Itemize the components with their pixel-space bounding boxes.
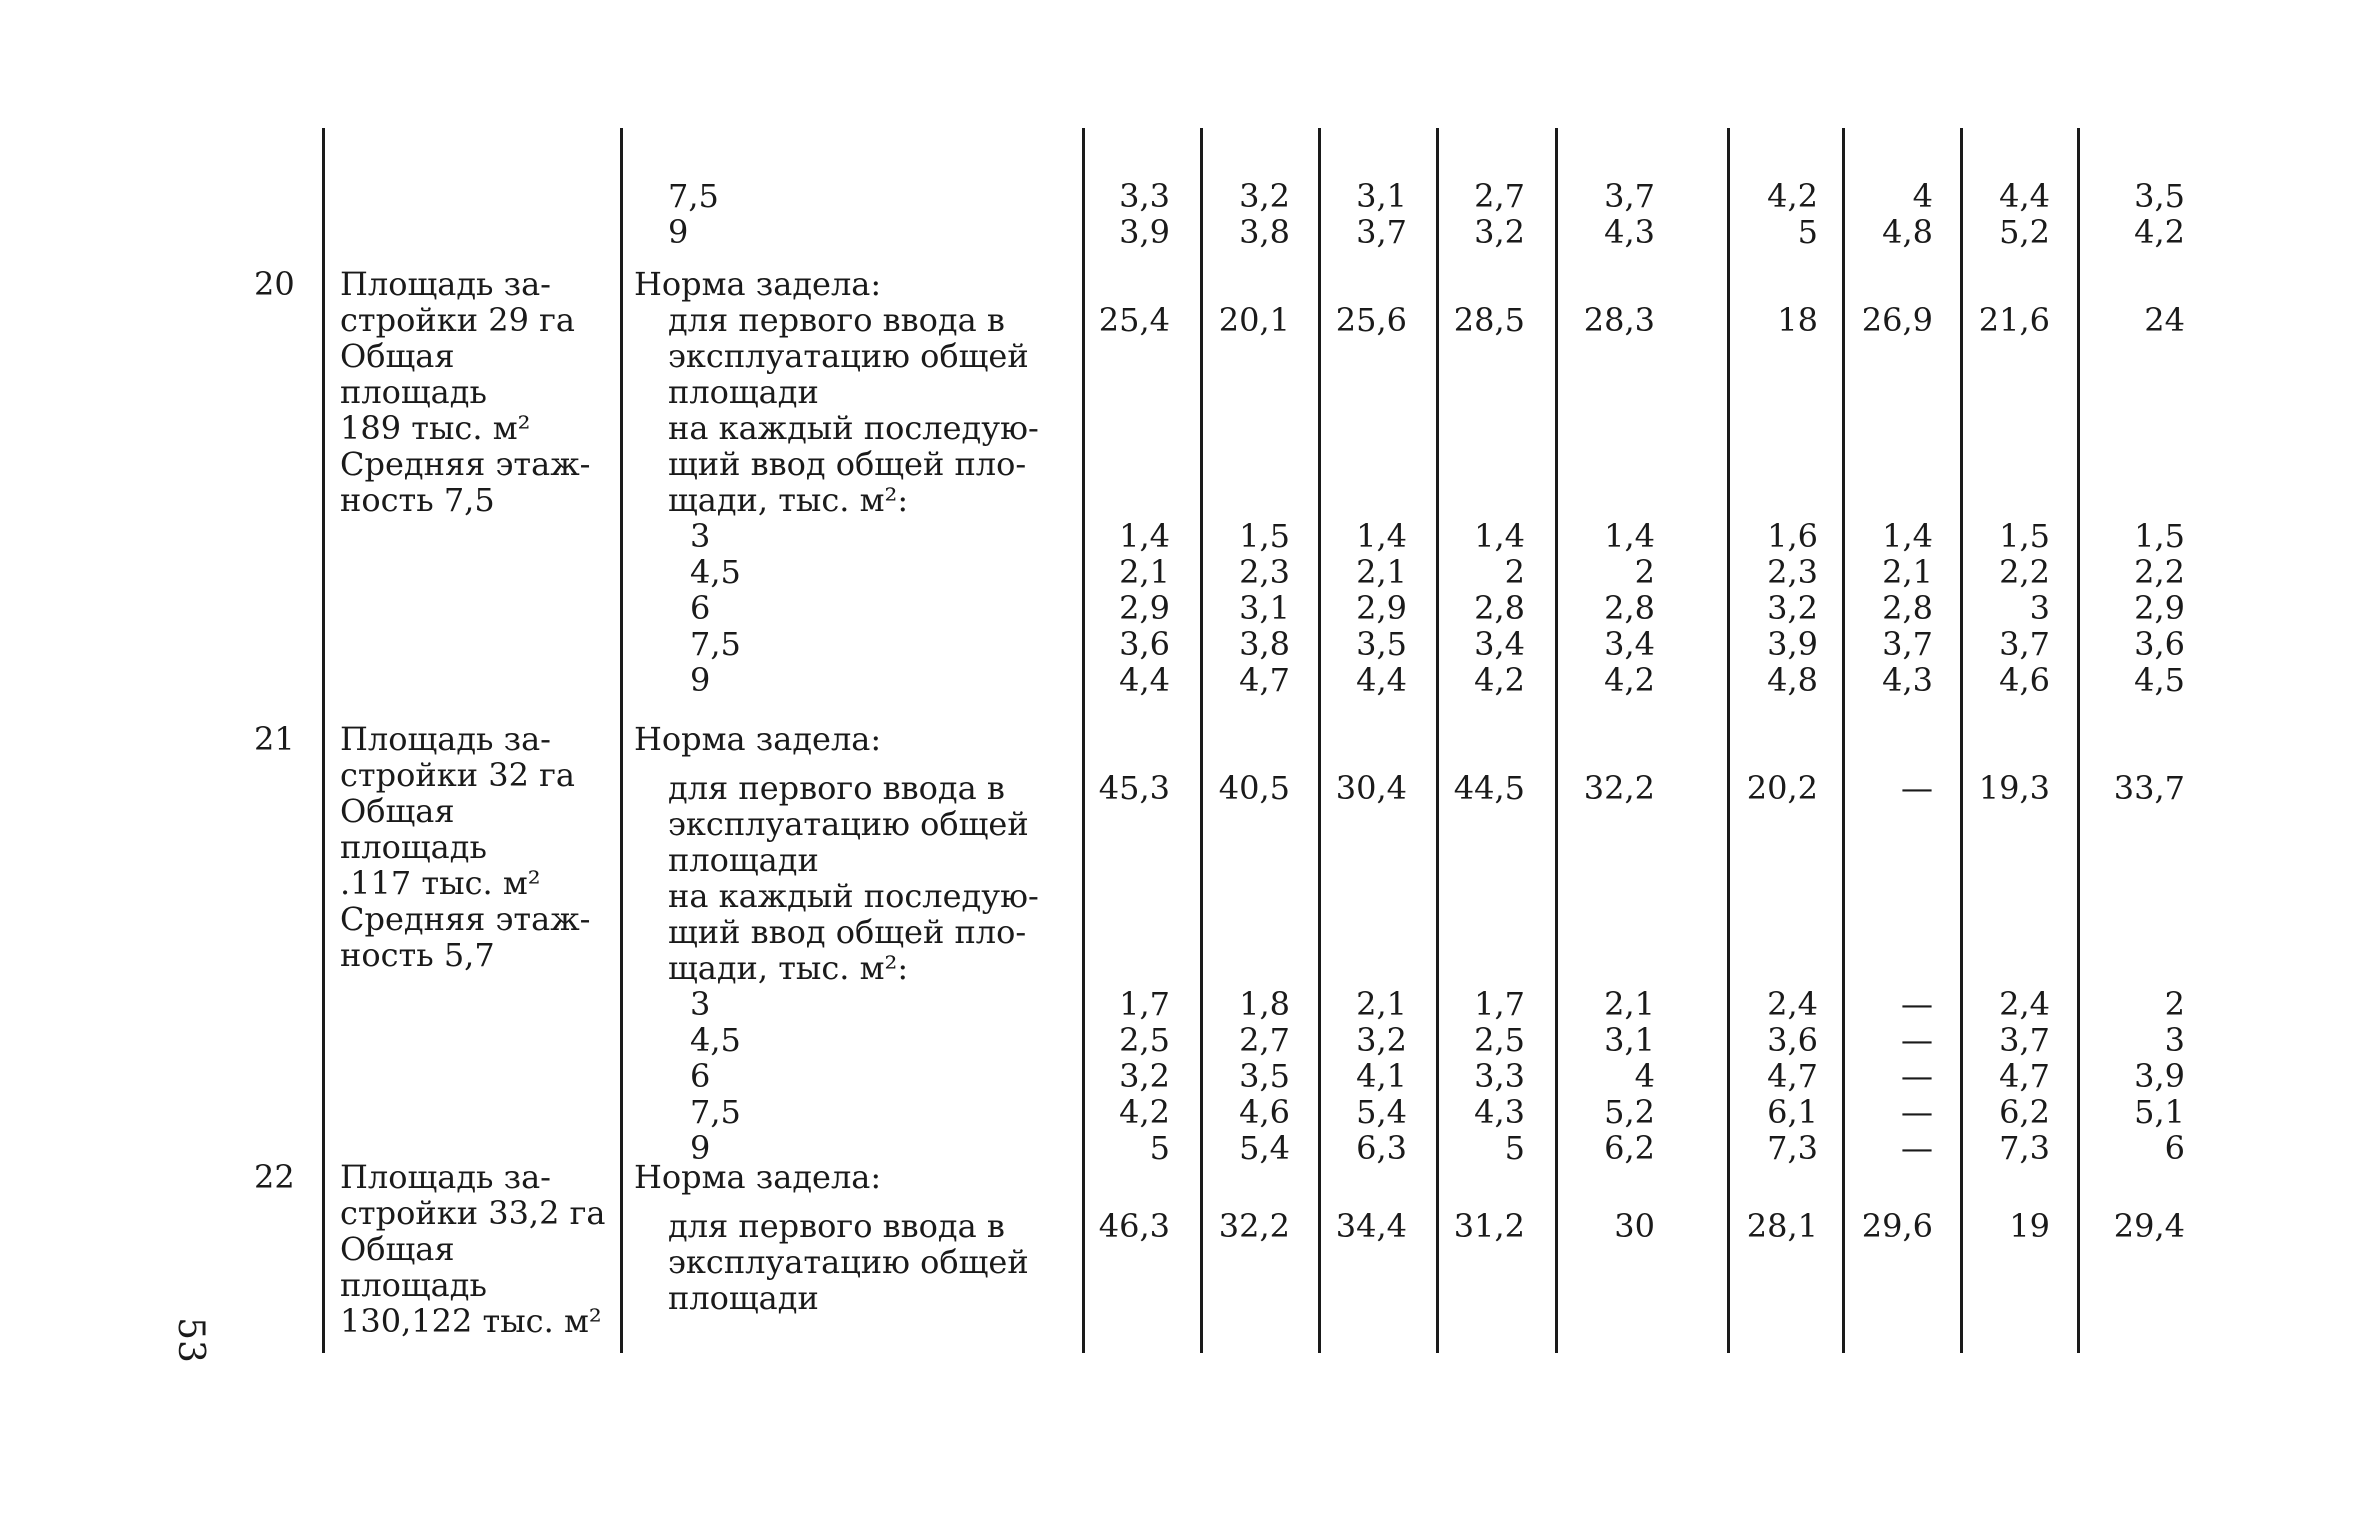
table-cell-value: 1,8	[1239, 984, 1290, 1023]
table-cell-value: 2	[2164, 984, 2185, 1023]
table-cell-value: 4,7	[1767, 1056, 1818, 1095]
table-cell-value: 3,1	[1356, 177, 1407, 215]
table-cell-value: 4,4	[1999, 177, 2050, 215]
table-cell-value: 3,8	[1239, 213, 1290, 251]
table-cell-value: 1,4	[1882, 517, 1933, 555]
table-cell-value: 19,3	[1978, 768, 2050, 807]
table-cell-value: 2,8	[1882, 589, 1933, 627]
column-rule	[1842, 128, 1845, 1353]
indicator-line: щади, тыс. м²:	[668, 948, 909, 987]
table-cell-value: 3,7	[1604, 177, 1655, 215]
table-cell-value: 4,4	[1119, 661, 1170, 699]
table-cell-value: 4,2	[1767, 177, 1818, 215]
table-cell-value: 5,4	[1239, 1128, 1290, 1167]
table-cell-value: 30,4	[1335, 768, 1407, 807]
table-cell-value: 3,7	[1356, 213, 1407, 251]
table-cell-value: 6,1	[1767, 1092, 1818, 1131]
row-number: 21	[254, 720, 295, 758]
table-cell-value: 4	[1634, 1056, 1655, 1095]
table-cell-value: 2	[1634, 553, 1655, 591]
table-cell-value: 4,5	[2134, 661, 2185, 699]
table-cell-value: 1,4	[1604, 517, 1655, 555]
object-description-line: площадь	[340, 828, 487, 866]
table-cell-value: 6,2	[1604, 1128, 1655, 1167]
table-cell-value: 3,9	[2134, 1056, 2185, 1095]
table-cell-value: 4,6	[1999, 661, 2050, 699]
indicator-line: 7,5	[690, 625, 741, 663]
table-cell-value: 32,2	[1583, 768, 1655, 807]
indicator-line: 3	[690, 984, 711, 1023]
table-cell-dash: —	[1901, 1128, 1933, 1167]
table-cell-value: 28,3	[1583, 301, 1655, 339]
object-description-line: Общая	[340, 1230, 455, 1268]
table-cell-value: 2,1	[1119, 553, 1170, 591]
table-cell-value: 4,2	[1474, 661, 1525, 699]
table-cell-value: 2,5	[1474, 1020, 1525, 1059]
table-cell-value: 3,1	[1239, 589, 1290, 627]
indicator-line: 9	[690, 1128, 711, 1167]
table-cell-value: 2,1	[1604, 984, 1655, 1023]
table-cell-value: 4,3	[1604, 213, 1655, 251]
table-cell-value: 2,7	[1474, 177, 1525, 215]
indicator-line: эксплуатацию общей	[668, 1242, 1029, 1281]
table-cell-value: 2	[1504, 553, 1525, 591]
column-rule	[1082, 128, 1085, 1353]
table-cell-value: 25,6	[1335, 301, 1407, 339]
table-cell-value: 26,9	[1861, 301, 1933, 339]
column-rule	[1727, 128, 1730, 1353]
column-rule	[1436, 128, 1439, 1353]
indicator-line: для первого ввода в	[668, 1206, 1005, 1245]
table-cell-value: 5,2	[1604, 1092, 1655, 1131]
object-description-line: Площадь за-	[340, 1158, 551, 1196]
table-cell-value: 4	[1912, 177, 1933, 215]
object-description-line: стройки 32 га	[340, 756, 575, 794]
table-cell-value: 3,1	[1604, 1020, 1655, 1059]
column-rule	[1555, 128, 1558, 1353]
table-cell-dash: —	[1901, 768, 1933, 807]
indicator-line: 7,5	[668, 177, 719, 215]
table-cell-value: 2,9	[2134, 589, 2185, 627]
table-cell-value: 20,2	[1746, 768, 1818, 807]
object-description-line: площадь	[340, 1266, 487, 1304]
table-cell-value: 1,6	[1767, 517, 1818, 555]
table-cell-value: 4,2	[2134, 213, 2185, 251]
table-cell-value: 5	[1797, 213, 1818, 251]
table-cell-value: 7,3	[1999, 1128, 2050, 1167]
table-cell-dash: —	[1901, 984, 1933, 1023]
table-cell-value: 6	[2164, 1128, 2185, 1167]
table-cell-value: 3,5	[2134, 177, 2185, 215]
table-cell-value: 2,5	[1119, 1020, 1170, 1059]
object-description-line: стройки 29 га	[340, 301, 575, 339]
object-description-line: 189 тыс. м²	[340, 409, 531, 447]
table-cell-value: 3,9	[1767, 625, 1818, 663]
table-cell-value: 3,2	[1119, 1056, 1170, 1095]
object-description-line: ность 7,5	[340, 481, 495, 519]
object-description-line: Площадь за-	[340, 265, 551, 303]
table-cell-value: 34,4	[1335, 1206, 1407, 1245]
table-cell-value: 3,8	[1239, 625, 1290, 663]
table-cell-value: 2,2	[1999, 553, 2050, 591]
table-cell-value: 4,8	[1767, 661, 1818, 699]
table-cell-value: 2,1	[1882, 553, 1933, 591]
indicator-line: на каждый последую-	[668, 409, 1039, 447]
table-cell-value: 31,2	[1453, 1206, 1525, 1245]
indicator-line: щади, тыс. м²:	[668, 481, 909, 519]
indicator-line: Норма задела:	[634, 720, 882, 758]
table-cell-value: 3,3	[1474, 1056, 1525, 1095]
table-cell-value: 30	[1614, 1206, 1655, 1245]
table-cell-value: 1,4	[1356, 517, 1407, 555]
object-description-line: 130,122 тыс. м²	[340, 1302, 602, 1340]
table-cell-value: 1,4	[1119, 517, 1170, 555]
table-cell-value: 2,8	[1474, 589, 1525, 627]
table-cell-value: 44,5	[1453, 768, 1525, 807]
row-number: 20	[254, 265, 295, 303]
table-cell-value: 33,7	[2113, 768, 2185, 807]
table-cell-value: 4,1	[1356, 1056, 1407, 1095]
table-cell-value: 4,2	[1119, 1092, 1170, 1131]
table-cell-value: 19	[2009, 1206, 2050, 1245]
table-cell-value: 5	[1149, 1128, 1170, 1167]
table-cell-dash: —	[1901, 1056, 1933, 1095]
table-cell-value: 4,7	[1999, 1056, 2050, 1095]
indicator-line: для первого ввода в	[668, 768, 1005, 807]
table-cell-value: 18	[1777, 301, 1818, 339]
table-cell-value: 3,3	[1119, 177, 1170, 215]
table-cell-value: 2,9	[1356, 589, 1407, 627]
table-cell-value: 3	[2164, 1020, 2185, 1059]
table-cell-value: 3,5	[1239, 1056, 1290, 1095]
indicator-line: Норма задела:	[634, 265, 882, 303]
column-rule	[1318, 128, 1321, 1353]
indicator-line: Норма задела:	[634, 1158, 882, 1196]
indicator-line: площади	[668, 840, 819, 879]
table-cell-dash: —	[1901, 1092, 1933, 1131]
table-cell-value: 4,3	[1882, 661, 1933, 699]
indicator-line: эксплуатацию общей	[668, 337, 1029, 375]
table-cell-value: 45,3	[1098, 768, 1170, 807]
table-cell-value: 3,6	[2134, 625, 2185, 663]
indicator-line: эксплуатацию общей	[668, 804, 1029, 843]
table-cell-value: 5,4	[1356, 1092, 1407, 1131]
table-cell-value: 4,6	[1239, 1092, 1290, 1131]
table-cell-value: 5,2	[1999, 213, 2050, 251]
table-cell-value: 3,6	[1767, 1020, 1818, 1059]
table-cell-value: 3,2	[1474, 213, 1525, 251]
table-cell-value: 2,1	[1356, 984, 1407, 1023]
object-description-line: Общая	[340, 792, 455, 830]
indicator-line: 7,5	[690, 1092, 741, 1131]
table-cell-value: 1,4	[1474, 517, 1525, 555]
table-cell-value: 5,1	[2134, 1092, 2185, 1131]
indicator-line: для первого ввода в	[668, 301, 1005, 339]
table-cell-value: 40,5	[1218, 768, 1290, 807]
table-cell-value: 5	[1504, 1128, 1525, 1167]
table-cell-value: 6,2	[1999, 1092, 2050, 1131]
table-cell-value: 46,3	[1098, 1206, 1170, 1245]
indicator-line: 4,5	[690, 1020, 741, 1059]
table-cell-value: 4,2	[1604, 661, 1655, 699]
table-cell-value: 28,5	[1453, 301, 1525, 339]
table-cell-value: 4,3	[1474, 1092, 1525, 1131]
table-cell-value: 2,3	[1767, 553, 1818, 591]
table-cell-value: 3,2	[1767, 589, 1818, 627]
table-cell-value: 2,3	[1239, 553, 1290, 591]
table-cell-value: 3,9	[1119, 213, 1170, 251]
table-cell-value: 6,3	[1356, 1128, 1407, 1167]
indicator-line: площади	[668, 373, 819, 411]
table-cell-value: 2,7	[1239, 1020, 1290, 1059]
indicator-line: 9	[690, 661, 711, 699]
indicator-line: 9	[668, 213, 689, 251]
column-rule	[620, 128, 623, 1353]
column-rule	[2077, 128, 2080, 1353]
table-cell-dash: —	[1901, 1020, 1933, 1059]
table-cell-value: 3,7	[1999, 625, 2050, 663]
table-cell-value: 2,2	[2134, 553, 2185, 591]
object-description-line: Площадь за-	[340, 720, 551, 758]
table-cell-value: 4,8	[1882, 213, 1933, 251]
table-cell-value: 24	[2144, 301, 2185, 339]
indicator-line: на каждый последую-	[668, 876, 1039, 915]
table-cell-value: 2,1	[1356, 553, 1407, 591]
page-number: 53	[170, 1317, 211, 1363]
table-cell-value: 20,1	[1218, 301, 1290, 339]
indicator-line: 4,5	[690, 553, 741, 591]
indicator-line: щий ввод общей пло-	[668, 912, 1027, 951]
table-cell-value: 7,3	[1767, 1128, 1818, 1167]
indicator-line: площади	[668, 1278, 819, 1317]
table-cell-value: 3	[2029, 589, 2050, 627]
table-cell-value: 21,6	[1978, 301, 2050, 339]
table-cell-value: 3,7	[1999, 1020, 2050, 1059]
object-description-line: .117 тыс. м²	[340, 864, 541, 902]
table-cell-value: 2,4	[1999, 984, 2050, 1023]
table-cell-value: 29,4	[2113, 1206, 2185, 1245]
row-number: 22	[254, 1158, 295, 1196]
column-rule	[1200, 128, 1203, 1353]
table-cell-value: 3,2	[1356, 1020, 1407, 1059]
object-description-line: ность 5,7	[340, 936, 495, 974]
table-cell-value: 1,5	[2134, 517, 2185, 555]
table-cell-value: 2,8	[1604, 589, 1655, 627]
object-description-line: Общая	[340, 337, 455, 375]
table-cell-value: 3,5	[1356, 625, 1407, 663]
table-cell-value: 3,7	[1882, 625, 1933, 663]
table-cell-value: 1,7	[1474, 984, 1525, 1023]
table-cell-value: 1,5	[1239, 517, 1290, 555]
table-cell-value: 28,1	[1746, 1206, 1818, 1245]
object-description-line: Средняя этаж-	[340, 900, 591, 938]
table-cell-value: 2,4	[1767, 984, 1818, 1023]
indicator-line: 3	[690, 517, 711, 555]
table-cell-value: 29,6	[1861, 1206, 1933, 1245]
table-cell-value: 3,2	[1239, 177, 1290, 215]
table-cell-value: 2,9	[1119, 589, 1170, 627]
table-cell-value: 1,5	[1999, 517, 2050, 555]
indicator-line: щий ввод общей пло-	[668, 445, 1027, 483]
table-cell-value: 3,4	[1474, 625, 1525, 663]
table-cell-value: 32,2	[1218, 1206, 1290, 1245]
indicator-line: 6	[690, 589, 711, 627]
indicator-line: 6	[690, 1056, 711, 1095]
object-description-line: Средняя этаж-	[340, 445, 591, 483]
table-cell-value: 4,4	[1356, 661, 1407, 699]
table-cell-value: 3,6	[1119, 625, 1170, 663]
column-rule	[1960, 128, 1963, 1353]
object-description-line: площадь	[340, 373, 487, 411]
table-cell-value: 25,4	[1098, 301, 1170, 339]
table-cell-value: 4,7	[1239, 661, 1290, 699]
table-cell-value: 1,7	[1119, 984, 1170, 1023]
table-cell-value: 3,4	[1604, 625, 1655, 663]
object-description-line: стройки 33,2 га	[340, 1194, 606, 1232]
column-rule	[322, 128, 325, 1353]
